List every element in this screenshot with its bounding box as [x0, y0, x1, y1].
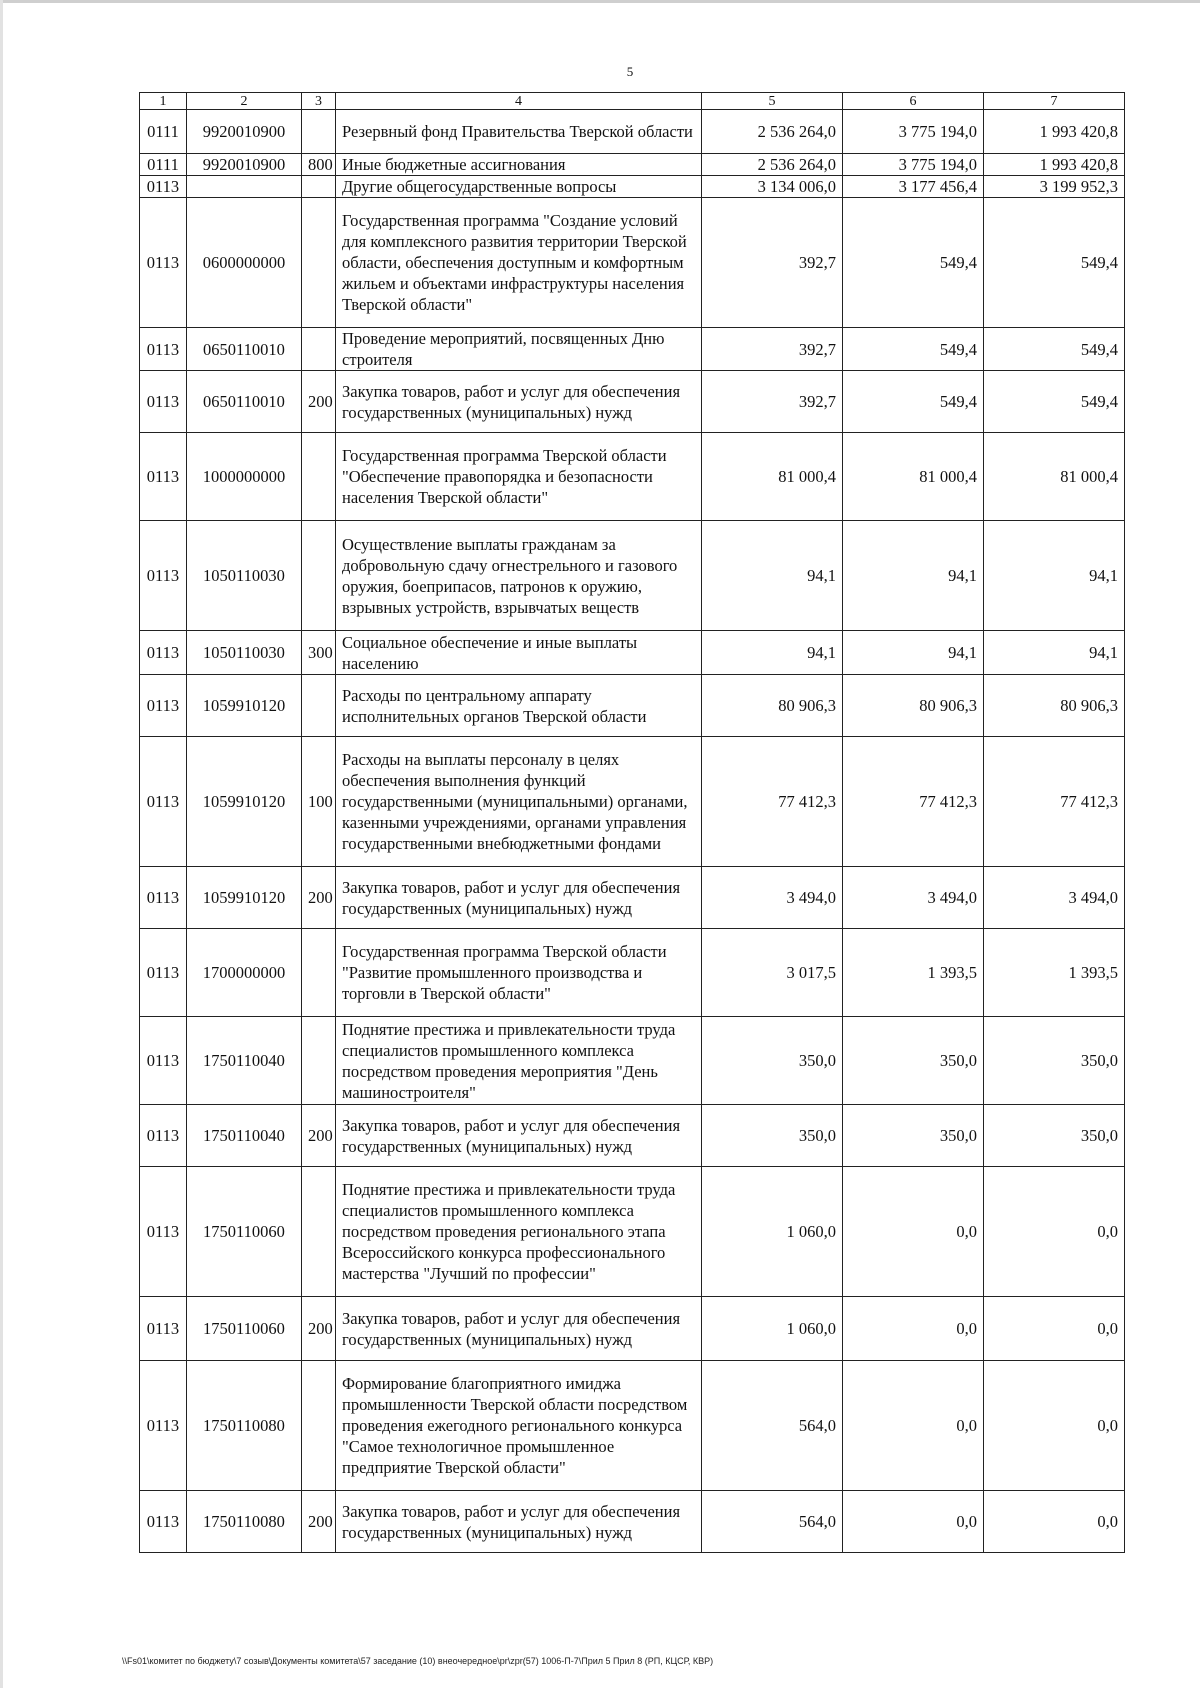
expense-type-cell	[302, 1361, 336, 1491]
amount-year1-cell: 350,0	[702, 1105, 843, 1167]
section-code-cell: 0113	[140, 1105, 187, 1167]
target-code-cell	[187, 176, 302, 198]
amount-year2-cell: 549,4	[843, 198, 984, 328]
amount-year2-cell: 350,0	[843, 1105, 984, 1167]
amount-year3-cell: 1 993 420,8	[984, 154, 1125, 176]
item-name-cell: Социальное обеспечение и иные выплаты населению	[336, 631, 702, 675]
section-code-cell: 0111	[140, 110, 187, 154]
section-code-cell: 0113	[140, 433, 187, 521]
column-header: 4	[336, 93, 702, 110]
table-row	[140, 198, 1125, 328]
amount-year1-cell: 3 017,5	[702, 929, 843, 1017]
target-code-cell: 1059910120	[187, 867, 302, 929]
amount-year1-cell: 564,0	[702, 1361, 843, 1491]
amount-year2-cell: 0,0	[843, 1297, 984, 1361]
amount-year2-cell: 350,0	[843, 1017, 984, 1105]
scan-edge-top	[0, 0, 1200, 3]
expense-type-cell: 200	[302, 1105, 336, 1167]
section-code-cell: 0113	[140, 929, 187, 1017]
expense-type-cell: 200	[302, 1297, 336, 1361]
amount-year3-cell: 81 000,4	[984, 433, 1125, 521]
section-code-cell: 0113	[140, 1297, 187, 1361]
table-row	[140, 433, 1125, 521]
amount-year3-cell: 94,1	[984, 631, 1125, 675]
target-code-cell: 1059910120	[187, 675, 302, 737]
table-row	[140, 1297, 1125, 1361]
item-name-cell: Иные бюджетные ассигнования	[336, 154, 702, 176]
target-code-cell: 0650110010	[187, 328, 302, 371]
scan-edge-left	[0, 0, 3, 1688]
target-code-cell: 1050110030	[187, 521, 302, 631]
table-row	[140, 328, 1125, 371]
table-row	[140, 631, 1125, 675]
amount-year2-cell: 81 000,4	[843, 433, 984, 521]
amount-year2-cell: 80 906,3	[843, 675, 984, 737]
amount-year1-cell: 392,7	[702, 371, 843, 433]
expense-type-cell: 200	[302, 867, 336, 929]
expense-type-cell	[302, 433, 336, 521]
amount-year3-cell: 94,1	[984, 521, 1125, 631]
amount-year1-cell: 3 134 006,0	[702, 176, 843, 198]
amount-year1-cell: 2 536 264,0	[702, 154, 843, 176]
amount-year3-cell: 80 906,3	[984, 675, 1125, 737]
target-code-cell: 1750110040	[187, 1017, 302, 1105]
amount-year3-cell: 3 494,0	[984, 867, 1125, 929]
amount-year2-cell: 3 494,0	[843, 867, 984, 929]
amount-year3-cell: 549,4	[984, 198, 1125, 328]
item-name-cell: Закупка товаров, работ и услуг для обеспечения государственных (муниципальных) нужд	[336, 867, 702, 929]
column-number-row	[140, 93, 1125, 110]
section-code-cell: 0113	[140, 631, 187, 675]
expense-type-cell	[302, 176, 336, 198]
target-code-cell: 1750110080	[187, 1491, 302, 1553]
amount-year3-cell: 549,4	[984, 371, 1125, 433]
item-name-cell: Резервный фонд Правительства Тверской области	[336, 110, 702, 154]
expense-type-cell: 200	[302, 1491, 336, 1553]
amount-year1-cell: 81 000,4	[702, 433, 843, 521]
item-name-cell: Другие общегосударственные вопросы	[336, 176, 702, 198]
column-header: 2	[187, 93, 302, 110]
amount-year1-cell: 1 060,0	[702, 1297, 843, 1361]
item-name-cell: Поднятие престижа и привлекательности труда специалистов промышленного комплекса посредством проведения регионального этапа Всероссийского конкурса профессионального мастерства "Лучший по профессии"	[336, 1167, 702, 1297]
table-row	[140, 867, 1125, 929]
expense-type-cell	[302, 1167, 336, 1297]
table-row	[140, 176, 1125, 198]
page-number: 5	[626, 64, 634, 79]
section-code-cell: 0113	[140, 198, 187, 328]
section-code-cell: 0113	[140, 1491, 187, 1553]
expense-type-cell	[302, 110, 336, 154]
amount-year1-cell: 3 494,0	[702, 867, 843, 929]
table-row	[140, 929, 1125, 1017]
column-header: 6	[843, 93, 984, 110]
amount-year2-cell: 94,1	[843, 631, 984, 675]
target-code-cell: 9920010900	[187, 154, 302, 176]
item-name-cell: Закупка товаров, работ и услуг для обеспечения государственных (муниципальных) нужд	[336, 1105, 702, 1167]
section-code-cell: 0113	[140, 176, 187, 198]
item-name-cell: Осуществление выплаты гражданам за добровольную сдачу огнестрельного и газового оружия, боеприпасов, патронов к оружию, взрывных устройств, взрывчатых веществ	[336, 521, 702, 631]
amount-year2-cell: 94,1	[843, 521, 984, 631]
target-code-cell: 1000000000	[187, 433, 302, 521]
amount-year2-cell: 0,0	[843, 1491, 984, 1553]
amount-year2-cell: 0,0	[843, 1361, 984, 1491]
amount-year1-cell: 1 060,0	[702, 1167, 843, 1297]
target-code-cell: 0650110010	[187, 371, 302, 433]
column-header: 1	[140, 93, 187, 110]
amount-year2-cell: 3 775 194,0	[843, 154, 984, 176]
item-name-cell: Проведение мероприятий, посвященных Дню строителя	[336, 328, 702, 371]
amount-year3-cell: 1 393,5	[984, 929, 1125, 1017]
amount-year1-cell: 564,0	[702, 1491, 843, 1553]
amount-year1-cell: 392,7	[702, 198, 843, 328]
section-code-cell: 0113	[140, 737, 187, 867]
section-code-cell: 0113	[140, 1167, 187, 1297]
item-name-cell: Государственная программа Тверской области "Развитие промышленного производства и торговли в Тверской области"	[336, 929, 702, 1017]
section-code-cell: 0113	[140, 675, 187, 737]
item-name-cell: Закупка товаров, работ и услуг для обеспечения государственных (муниципальных) нужд	[336, 1297, 702, 1361]
table-row	[140, 1491, 1125, 1553]
amount-year1-cell: 94,1	[702, 521, 843, 631]
expense-type-cell	[302, 328, 336, 371]
table-row	[140, 675, 1125, 737]
expense-type-cell	[302, 521, 336, 631]
amount-year1-cell: 80 906,3	[702, 675, 843, 737]
target-code-cell: 1700000000	[187, 929, 302, 1017]
section-code-cell: 0111	[140, 154, 187, 176]
section-code-cell: 0113	[140, 1017, 187, 1105]
amount-year1-cell: 94,1	[702, 631, 843, 675]
item-name-cell: Государственная программа Тверской области "Обеспечение правопорядка и безопасности населения Тверской области"	[336, 433, 702, 521]
table-row	[140, 1361, 1125, 1491]
item-name-cell: Расходы на выплаты персоналу в целях обеспечения выполнения функций государственными (муниципальными) органами, казенными учреждениями, органами управления государственными внебюджетными фондами	[336, 737, 702, 867]
target-code-cell: 0600000000	[187, 198, 302, 328]
table-row	[140, 154, 1125, 176]
amount-year2-cell: 1 393,5	[843, 929, 984, 1017]
amount-year2-cell: 77 412,3	[843, 737, 984, 867]
target-code-cell: 1059910120	[187, 737, 302, 867]
target-code-cell: 1750110080	[187, 1361, 302, 1491]
table-row	[140, 1167, 1125, 1297]
table-row	[140, 1105, 1125, 1167]
amount-year3-cell: 0,0	[984, 1167, 1125, 1297]
item-name-cell: Формирование благоприятного имиджа промышленности Тверской области посредством проведения ежегодного регионального конкурса "Самое технологичное промышленное предприятие Тверской области"	[336, 1361, 702, 1491]
amount-year1-cell: 2 536 264,0	[702, 110, 843, 154]
target-code-cell: 1750110060	[187, 1167, 302, 1297]
target-code-cell: 1750110060	[187, 1297, 302, 1361]
item-name-cell: Государственная программа "Создание условий для комплексного развития территории Тверской области, обеспечения доступным и комфортным жильем и объектами инфраструктуры населения Тверской области"	[336, 198, 702, 328]
section-code-cell: 0113	[140, 328, 187, 371]
section-code-cell: 0113	[140, 371, 187, 433]
target-code-cell: 1750110040	[187, 1105, 302, 1167]
table-row	[140, 110, 1125, 154]
expense-type-cell: 300	[302, 631, 336, 675]
amount-year2-cell: 549,4	[843, 371, 984, 433]
amount-year3-cell: 1 993 420,8	[984, 110, 1125, 154]
budget-table	[139, 92, 1125, 1553]
column-header: 7	[984, 93, 1125, 110]
amount-year3-cell: 0,0	[984, 1491, 1125, 1553]
table-row	[140, 1017, 1125, 1105]
amount-year2-cell: 3 177 456,4	[843, 176, 984, 198]
expense-type-cell	[302, 1017, 336, 1105]
section-code-cell: 0113	[140, 867, 187, 929]
target-code-cell: 9920010900	[187, 110, 302, 154]
table-row	[140, 737, 1125, 867]
amount-year1-cell: 77 412,3	[702, 737, 843, 867]
expense-type-cell: 200	[302, 371, 336, 433]
table-row	[140, 371, 1125, 433]
expense-type-cell: 800	[302, 154, 336, 176]
column-header: 3	[302, 93, 336, 110]
target-code-cell: 1050110030	[187, 631, 302, 675]
amount-year3-cell: 350,0	[984, 1105, 1125, 1167]
item-name-cell: Закупка товаров, работ и услуг для обеспечения государственных (муниципальных) нужд	[336, 371, 702, 433]
amount-year1-cell: 350,0	[702, 1017, 843, 1105]
amount-year3-cell: 77 412,3	[984, 737, 1125, 867]
amount-year2-cell: 549,4	[843, 328, 984, 371]
table-row	[140, 521, 1125, 631]
amount-year3-cell: 549,4	[984, 328, 1125, 371]
amount-year1-cell: 392,7	[702, 328, 843, 371]
expense-type-cell	[302, 198, 336, 328]
section-code-cell: 0113	[140, 1361, 187, 1491]
expense-type-cell	[302, 675, 336, 737]
file-path-footer: \\Fs01\комитет по бюджету\7 созыв\Документы комитета\57 заседание (10) внеочередное\pr\zpr(57) 1006-П-7\Прил 5 Прил 8 (РП, КЦСР, КВР)	[122, 1656, 714, 1666]
item-name-cell: Закупка товаров, работ и услуг для обеспечения государственных (муниципальных) нужд	[336, 1491, 702, 1553]
expense-type-cell	[302, 929, 336, 1017]
item-name-cell: Расходы по центральному аппарату исполнительных органов Тверской области	[336, 675, 702, 737]
amount-year2-cell: 3 775 194,0	[843, 110, 984, 154]
amount-year2-cell: 0,0	[843, 1167, 984, 1297]
section-code-cell: 0113	[140, 521, 187, 631]
column-header: 5	[702, 93, 843, 110]
expense-type-cell: 100	[302, 737, 336, 867]
amount-year3-cell: 3 199 952,3	[984, 176, 1125, 198]
amount-year3-cell: 350,0	[984, 1017, 1125, 1105]
amount-year3-cell: 0,0	[984, 1361, 1125, 1491]
item-name-cell: Поднятие престижа и привлекательности труда специалистов промышленного комплекса посредством проведения мероприятия "День машиностроителя"	[336, 1017, 702, 1105]
amount-year3-cell: 0,0	[984, 1297, 1125, 1361]
